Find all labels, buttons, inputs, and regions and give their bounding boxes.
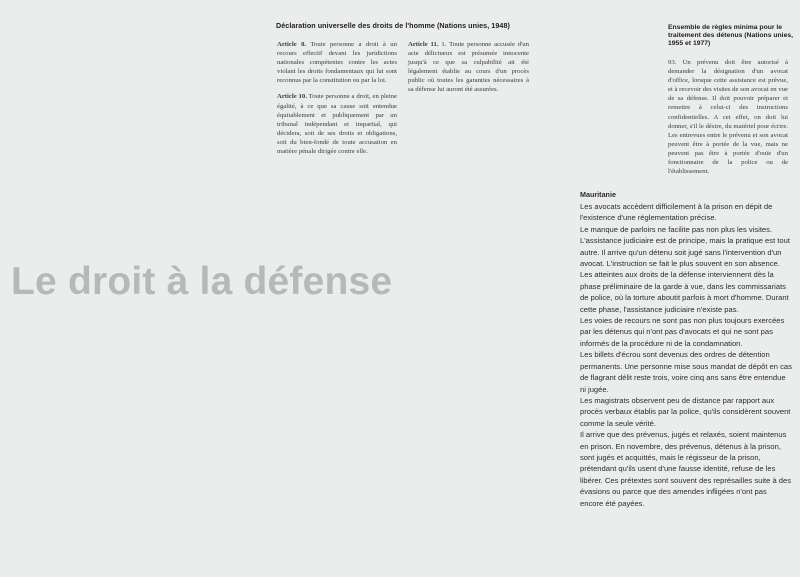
article-10-title: Article 10. [277,93,307,101]
article-8-text: Toute personne a droit à un recours effectif devant les juridictions nationales compétentes contre les actes violant les droits fondamentaux qui lui sont reconnus par la constitution ou par la loi. [277,41,397,85]
udhr-heading: Déclaration universelle des droits de l'homme (Nations unies, 1948) [276,21,510,30]
article-8-title: Article 8. [277,41,307,48]
article-8 [277,40,397,85]
paragraph: Le manque de parloirs ne facilite pas non plus les visites. [580,224,773,234]
rule-93-text: 93. Un prévenu doit être autorisé à demander la désignation d'un avocat d'office, lorsque cette assistance est prévue, et à recevoir des visites de son avocat en vue de sa défense. Il doit pouvoir préparer et remettre à celui-ci des instructions confidentielles. A cet effet, on doit lui donner, s'il le désire, du matériel pour écrire. Les entrevues entre le prévenu et son avocat peuvent être à portée de la vue, mais ne peuvent pas être à portée d'ouïe d'un fonctionnaire de la police ou de l'établissement. [668,59,788,176]
udhr-column-left [277,40,397,163]
paragraph: Les voies de recours ne sont pas non plus toujours exercées par les détenus qui n'ont pas d'avocats et qui ne sont pas informés de la procédure ni de la condamnation. [580,316,785,348]
article-11-text: 1. Toute personne accusée d'un acte délictueux est présumée innocente jusqu'à ce que sa culpabilité ait été légalement établie au cours d'un procès public où toutes les garanties nécessaires à sa défense lui auront été assurées. [408,41,529,94]
country-heading: Mauritanie [580,190,616,199]
paragraph: Il arrive que des prévenus, jugés et relaxés, soient maintenus en prison. En novembre, des prévenus, détenus à la prison, sont jugés et acquittés, mais le régisseur de la prison, prétendant qu'ils usent d'une fausse identité, refuse de les libérer. Ces prétextes sont souvent des représailles suite à des évasions ou parce que des amendes infligées n'ont pas encore été payées. [580,430,792,508]
paragraph: Les billets d'écrou sont devenus des ordres de détention permanents. Une personne mise sous mandat de dépôt en cas de flagrant délit reste trois, voire cinq ans sans être entendue ni jugée. [580,350,792,394]
page-title: Le droit à la défense [11,260,393,303]
paragraph: Les atteintes aux droits de la défense interviennent dès la phase préliminaire de la garde à vue, dans les commissariats de police, où la torture aboutit parfois à mort d'homme. Durant cette phase, l'assistance judiciaire n'existe pas. [580,270,789,314]
standard-rules-heading: Ensemble de règles minima pour le traitement des détenus (Nations unies, 1955 et 1977) [668,24,794,48]
article-10-text: Toute personne a droit, en pleine égalité, à ce que sa cause soit entendue équitablement et publiquement par un tribunal indépendant et impartial, qui décidera, soit de ses droits et obligations, soit du bien-fondé de toute accusation en matière pénale dirigée contre elle. [277,93,397,156]
udhr-column-right [408,40,529,102]
paragraph: Les magistrats observent peu de distance par rapport aux procès verbaux établis par la police, qu'ils considèrent souvent comme la seule vérité. [580,395,791,428]
mauritanie-section [580,190,792,509]
paragraph: Les avocats accèdent difficilement à la prison en dépit de l'existence d'une réglementation précise. [580,202,773,223]
article-10 [277,92,397,156]
article-11 [408,40,529,95]
article-11-title: Article 11. [408,41,439,48]
paragraph: L'assistance judiciaire est de principe, mais la pratique est tout autre. Il arrive qu'un détenu soit jugé sans l'intervention d'un avocat. L'instruction se fait le plus souvent en son absence. [580,236,790,269]
standard-rules-column [668,58,788,183]
